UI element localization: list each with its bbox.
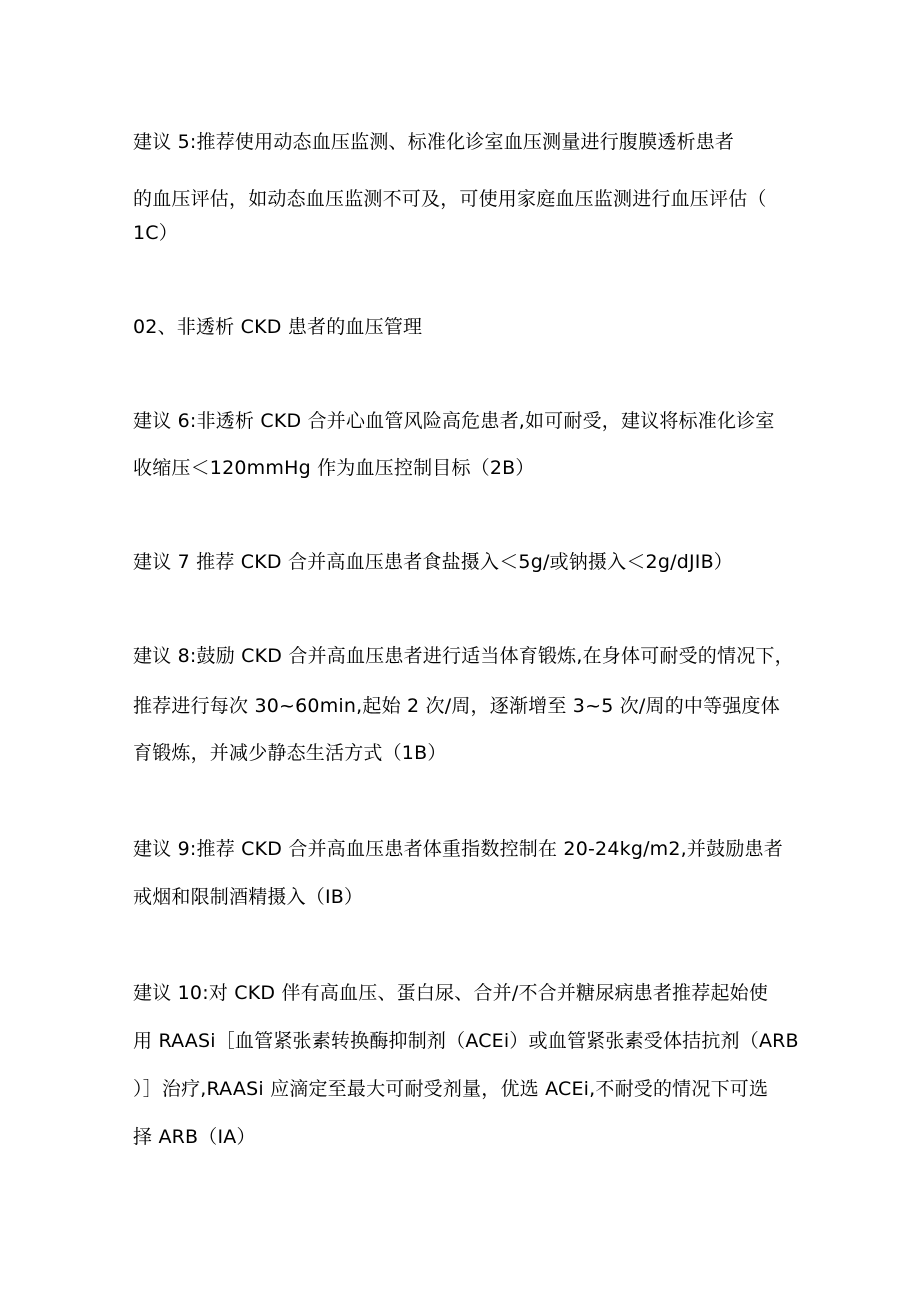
- section-02-heading: 02、非透析 CKD 患者的血压管理: [133, 316, 423, 338]
- recommendation-8-line-2: 推荐进行每次 30~60min,起始 2 次/周，逐渐增至 3~5 次/周的中等强度体: [133, 695, 780, 717]
- recommendation-9-line-2: 戒烟和限制酒精摄入（IB）: [133, 886, 364, 908]
- recommendation-8-line-1: 建议 8:鼓励 CKD 合并高血压患者进行适当体育锻炼,在身体可耐受的情况下，: [133, 645, 794, 667]
- recommendation-10-line-2: 用 RAASi［血管紧张素转换酶抑制剂（ACEi）或血管紧张素受体拮抗剂（ARB: [133, 1030, 799, 1052]
- recommendation-5-line-2: 的血压评估，如动态血压监测不可及，可使用家庭血压监测进行血压评估（: [133, 188, 767, 210]
- recommendation-9-line-1: 建议 9:推荐 CKD 合并高血压患者体重指数控制在 20-24kg∕m2,并鼓励患者: [133, 838, 783, 860]
- recommendation-5-line-3: 1C）: [133, 222, 178, 244]
- recommendation-8-line-3: 育锻炼，并减少静态生活方式（1B）: [133, 742, 447, 764]
- recommendation-6-line-1: 建议 6:非透析 CKD 合并心血管风险高危患者,如可耐受，建议将标准化诊室: [133, 410, 775, 432]
- recommendation-6-line-2: 收缩压＜120mmHg 作为血压控制目标（2B）: [133, 457, 535, 479]
- recommendation-7-line-1: 建议 7 推荐 CKD 合并高血压患者食盐摄入＜5g/或钠摄入＜2g/dJIB）: [133, 551, 734, 573]
- recommendation-5-line-1: 建议 5:推荐使用动态血压监测、标准化诊室血压测量进行腹膜透析患者: [133, 131, 735, 153]
- recommendation-10-line-3: ）］治疗,RAASi 应滴定至最大可耐受剂量，优选 ACEi,不耐受的情况下可选: [133, 1078, 769, 1100]
- recommendation-10-line-4: 择 ARB（IA）: [133, 1126, 256, 1148]
- recommendation-10-line-1: 建议 10:对 CKD 伴有高血压、蛋白尿、合并/不合并糖尿病患者推荐起始使: [133, 982, 769, 1004]
